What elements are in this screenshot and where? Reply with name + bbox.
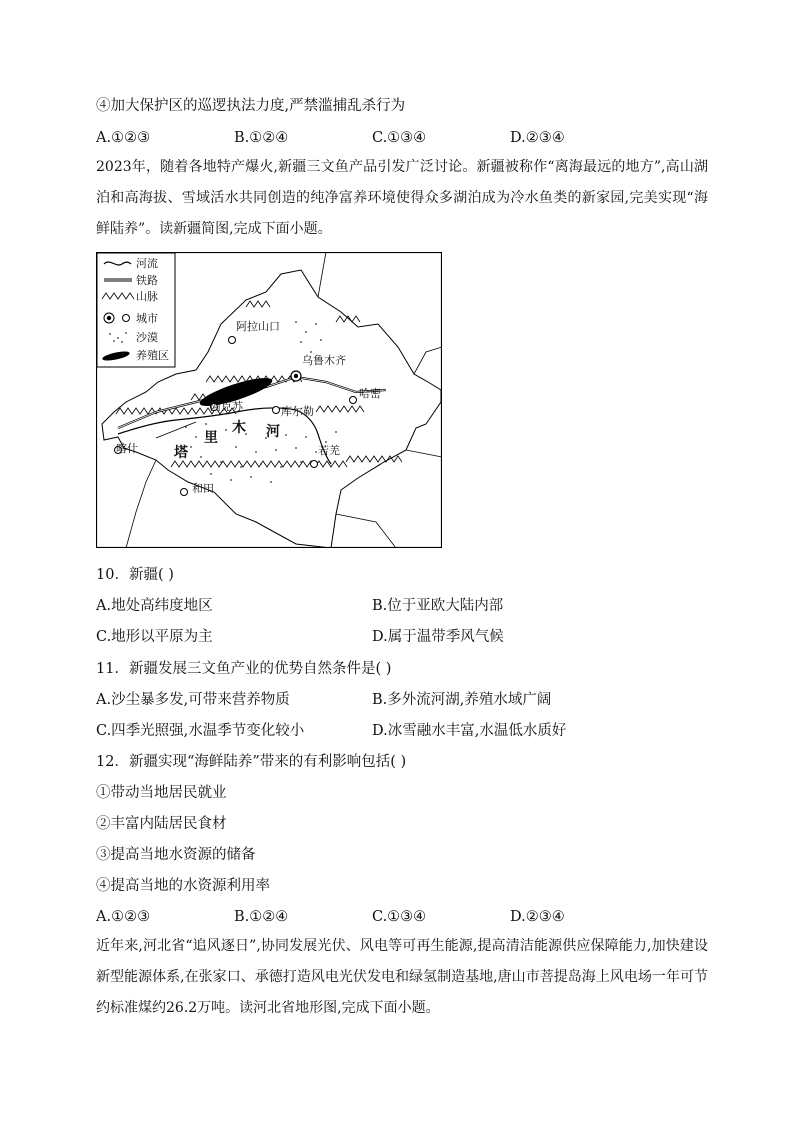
q11-option-c[interactable]: C.四季光照强,水温季节变化较小 [96, 723, 305, 739]
question-11-stem: 11．新疆发展三文鱼产业的优势自然条件是( ) [96, 661, 392, 677]
q10-option-b[interactable]: B.位于亚欧大陆内部 [372, 598, 504, 614]
city-label-kashgar: 喀什 [116, 442, 138, 455]
river-name-char-4: 河 [266, 424, 280, 440]
xinjiang-map [96, 252, 442, 548]
q9-option-a[interactable]: A.①②③ [96, 130, 151, 146]
q12-item-1: ①带动当地居民就业 [96, 785, 227, 801]
city-label-hami: 哈密 [359, 387, 381, 400]
city-label-hotan: 和田 [192, 482, 214, 495]
river-name-char-2: 里 [204, 430, 218, 446]
city-label-aksu: 阿克苏 [210, 400, 243, 413]
legend-railway-label: 铁路 [136, 274, 158, 287]
map-legend [97, 253, 175, 367]
city-legend-icon [123, 315, 130, 322]
q12-option-d[interactable]: D.②③④ [510, 909, 565, 925]
question-12-stem: 12．新疆实现“海鲜陆养”带来的有利影响包括( ) [96, 754, 407, 770]
q11-option-a[interactable]: A.沙尘暴多发,可带来营养物质 [96, 692, 290, 708]
q12-item-2: ②丰富内陆居民食材 [96, 816, 227, 832]
river-name-char-3: 木 [232, 420, 246, 436]
legend-city-label: 城市 [136, 312, 158, 325]
legend-river-label: 河流 [136, 257, 158, 270]
option-item-4: ④加大保护区的巡逻执法力度,严禁滥捕乱杀行为 [96, 98, 406, 114]
q11-option-d[interactable]: D.冰雪融水丰富,水温低水质好 [372, 723, 567, 739]
q12-item-4: ④提高当地的水资源利用率 [96, 878, 270, 894]
city-label-urumqi: 乌鲁木齐 [302, 354, 346, 367]
q10-option-c[interactable]: C.地形以平原为主 [96, 629, 213, 645]
legend-mountain-label: 山脉 [136, 290, 158, 303]
q9-option-b[interactable]: B.①②④ [234, 130, 289, 146]
q12-option-c[interactable]: C.①③④ [372, 909, 427, 925]
hebei-intro-paragraph: 近年来,河北省“追风逐日”,协同发展光伏、风电等可再生能源,提高清洁能源供应保障能力,加快建设新型能源体系,在张家口、承德打造风电光伏发电和绿氢制造基地,唐山市菩提岛海上风电场一年可节约标准煤约26.2万吨。读河北省地形图,完成下面小题。 [96, 938, 708, 1016]
q9-option-c[interactable]: C.①③④ [372, 130, 427, 146]
q10-option-d[interactable]: D.属于温带季风气候 [372, 629, 504, 645]
q12-option-b[interactable]: B.①②④ [234, 909, 289, 925]
q12-item-3: ③提高当地水资源的储备 [96, 847, 256, 863]
q12-option-a[interactable]: A.①②③ [96, 909, 151, 925]
q11-option-b[interactable]: B.多外流河湖,养殖水域广阔 [372, 692, 552, 708]
legend-desert-label: 沙漠 [136, 331, 158, 344]
q10-option-a[interactable]: A.地处高纬度地区 [96, 598, 213, 614]
legend-farming-label: 养殖区 [136, 349, 169, 362]
city-label-alashankou: 阿拉山口 [236, 320, 280, 333]
city-label-ruoqiang: 若羌 [318, 444, 340, 457]
city-label-korla: 库尔勒 [281, 405, 314, 418]
river-name-char-1: 塔 [174, 445, 188, 461]
q9-option-d[interactable]: D.②③④ [510, 130, 565, 146]
question-10-stem: 10．新疆( ) [96, 567, 174, 583]
xinjiang-intro-paragraph: 2023年，随着各地特产爆火,新疆三文鱼产品引发广泛讨论。新疆被称作“离海最远的地方”,高山湖泊和高海拔、雪域活水共同创造的纯净富养环境使得众多湖泊成为冷水鱼类的新家园,完美实现“海鲜陆养”。读新疆简图,完成下面小题。 [96, 159, 708, 237]
